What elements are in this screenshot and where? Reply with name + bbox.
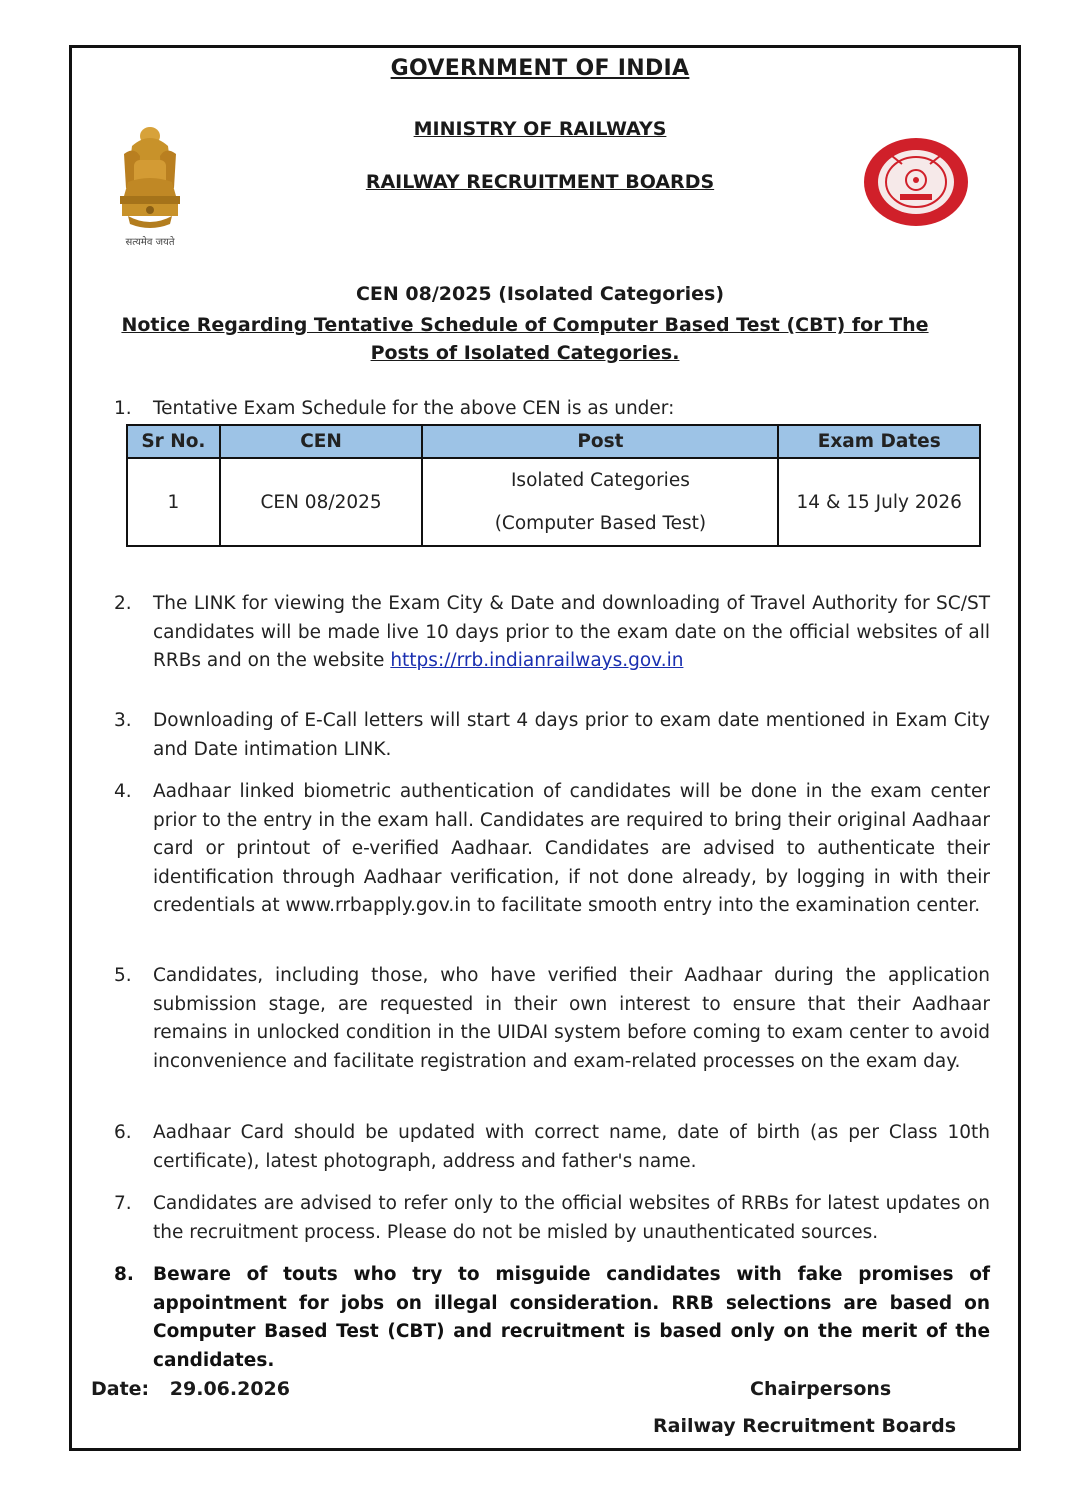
post-line1: Isolated Categories — [510, 470, 690, 491]
item-number: 3. — [114, 710, 132, 731]
column-header: CEN — [220, 425, 423, 458]
column-header: Exam Dates — [778, 425, 980, 458]
item-number: 2. — [114, 593, 132, 614]
post-line2: (Computer Based Test) — [494, 513, 707, 534]
cen-title: CEN 08/2025 (Isolated Categories) — [355, 283, 725, 305]
date-line — [91, 1378, 290, 1400]
cell-exam-dates: 14 & 15 July 2026 — [778, 458, 980, 546]
rrb-website-link[interactable]: https://rrb.indianrailways.gov.in — [390, 650, 684, 671]
item-number: 4. — [114, 781, 132, 802]
signatory-org: Railway Recruitment Boards — [653, 1415, 957, 1437]
notice-item-warning — [114, 1261, 990, 1375]
item-number: 6. — [114, 1122, 132, 1143]
notice-item — [114, 707, 990, 764]
item-text: Aadhaar linked biometric authentication of candidates will be done in the exam center prior to the entry in the exam hall. Candidates are required to bring their original Aadhaar card or printout of e-verified Aadhaar. Candidates are advised to authenticate their identification through Aadhaar verification, if not done already, by logging in with their credentials at www.rrbapply.gov.in to facilitate smooth entry into the examination center. — [153, 781, 990, 916]
item-number: 8. — [114, 1264, 134, 1285]
item-text — [153, 590, 990, 676]
government-heading: GOVERNMENT OF INDIA — [390, 56, 690, 81]
national-emblem-icon — [104, 124, 196, 252]
notice-item — [114, 1119, 990, 1176]
notice-title — [100, 311, 950, 367]
table-row — [127, 458, 980, 546]
date-label: Date: — [91, 1378, 150, 1400]
item-text-body: The LINK for viewing the Exam City & Date and downloading of Travel Authority for SC/ST candidates will be made live 10 days prior to the exam date on the official websites of all RRBs and on the website — [153, 593, 990, 671]
item-number: 5. — [114, 965, 132, 986]
item-text: Aadhaar Card should be updated with correct name, date of birth (as per Class 10th certificate), latest photograph, address and father's name. — [153, 1122, 990, 1172]
notice-item — [114, 590, 990, 676]
item-number: 1. — [114, 398, 132, 419]
notice-title-line1: Notice Regarding Tentative Schedule of Computer Based Test (CBT) for The — [121, 314, 929, 336]
item-text: Beware of touts who try to misguide candidates with fake promises of appointment for jobs on illegal consideration. RRB selections are based on Computer Based Test (CBT) and recruitment is based only on the merit of the candidates. — [153, 1264, 990, 1371]
notice-item — [114, 395, 990, 424]
cell-sr-no: 1 — [127, 458, 220, 546]
column-header: Post — [422, 425, 778, 458]
table-header-row — [127, 425, 980, 458]
item-text: Tentative Exam Schedule for the above CEN is as under: — [153, 398, 675, 419]
exam-schedule-table — [126, 424, 981, 547]
boards-heading: RAILWAY RECRUITMENT BOARDS — [365, 171, 715, 193]
notice-item — [114, 962, 990, 1076]
item-text: Downloading of E-Call letters will start 4 days prior to exam date mentioned in Exam City and Date intimation LINK. — [153, 710, 990, 760]
indian-railways-logo-icon — [862, 136, 970, 228]
item-number: 7. — [114, 1193, 132, 1214]
item-text: Candidates, including those, who have verified their Aadhaar during the application submission stage, are requested in their own interest to ensure that their Aadhaar remains in unlocked condition in the UIDAI system before coming to exam center to avoid inconvenience and facilitate registration and exam-related processes on the exam day. — [153, 965, 990, 1072]
cell-cen: CEN 08/2025 — [220, 458, 423, 546]
date-value: 29.06.2026 — [169, 1378, 290, 1400]
notice-title-line2: Posts of Isolated Categories. — [370, 342, 680, 364]
notice-item — [114, 778, 990, 921]
item-text: Candidates are advised to refer only to the official websites of RRBs for latest updates on the recruitment process. Please do not be misled by unauthenticated sources. — [153, 1193, 990, 1243]
cell-post — [422, 458, 778, 546]
column-header: Sr No. — [127, 425, 220, 458]
emblem-motto: सत्यमेव जयते — [125, 237, 175, 248]
signatory-title: Chairpersons — [750, 1378, 892, 1400]
notice-item — [114, 1190, 990, 1247]
ministry-heading: MINISTRY OF RAILWAYS — [413, 118, 667, 140]
